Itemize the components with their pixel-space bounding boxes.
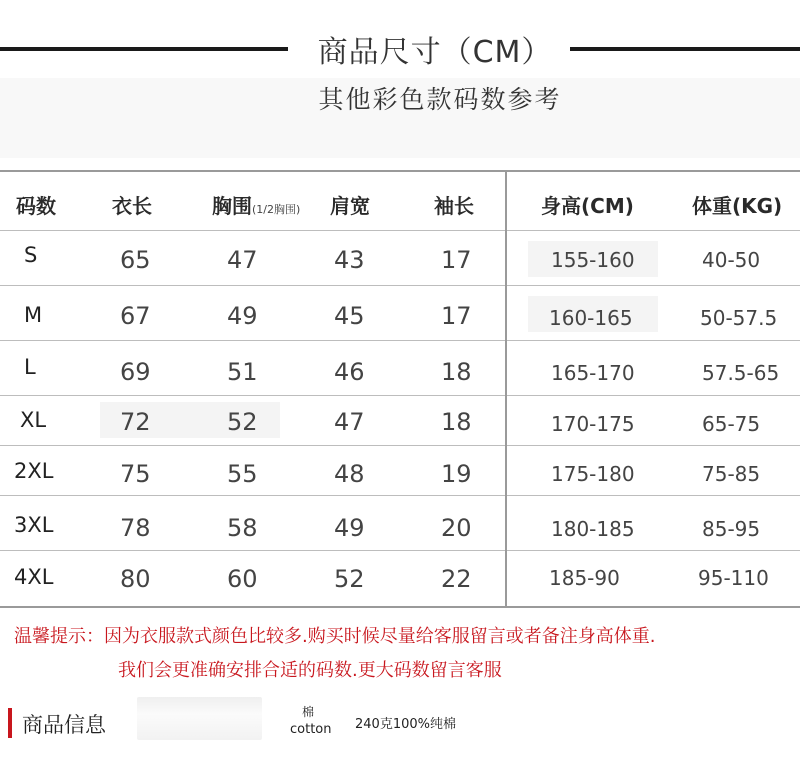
section-marker (8, 708, 12, 738)
height-cell: 160-165 (549, 306, 633, 330)
shoulder-cell: 43 (334, 246, 365, 274)
length-cell: 72 (120, 408, 151, 436)
page-title: 商品尺寸（CM） (317, 35, 553, 70)
col-header-chest-note: (1/2胸围) (252, 203, 301, 216)
sleeve-cell: 19 (441, 460, 472, 488)
chest-cell: 60 (227, 565, 258, 593)
height-cell: 165-170 (551, 361, 635, 385)
table-top-border (0, 170, 800, 172)
height-cell: 180-185 (551, 517, 635, 541)
chest-cell: 49 (227, 302, 258, 330)
product-info-title: 商品信息 (22, 713, 106, 737)
size-cell: 2XL (14, 459, 54, 483)
sleeve-cell: 17 (441, 302, 472, 330)
chest-cell: 55 (227, 460, 258, 488)
col-header-chest (212, 190, 300, 219)
material-en: cotton (290, 722, 332, 737)
size-cell: 4XL (14, 565, 54, 589)
height-cell: 185-90 (549, 566, 620, 590)
tip-line-1: 温馨提示：因为衣服款式颜色比较多.购买时候尽量给客服留言或者备注身高体重. (14, 626, 656, 647)
size-cell: 3XL (14, 513, 54, 537)
weight-cell: 40-50 (702, 248, 761, 272)
sleeve-cell: 22 (441, 565, 472, 593)
sleeve-cell: 20 (441, 514, 472, 542)
chest-cell: 47 (227, 246, 258, 274)
shoulder-cell: 47 (334, 408, 365, 436)
shoulder-cell: 52 (334, 565, 365, 593)
col-header-weight: 体重(KG) (692, 194, 783, 218)
weight-cell: 95-110 (698, 566, 769, 590)
row-divider (0, 285, 800, 286)
row-divider (0, 340, 800, 341)
row-divider (0, 445, 800, 446)
material-spec: 240克100%纯棉 (355, 717, 456, 732)
col-header-size: 码数 (16, 194, 56, 218)
chest-cell: 52 (227, 408, 258, 436)
table-column-divider (505, 170, 507, 608)
length-cell: 67 (120, 302, 151, 330)
chest-cell: 58 (227, 514, 258, 542)
title-rule-right (570, 47, 800, 51)
shoulder-cell: 46 (334, 358, 365, 386)
sleeve-cell: 18 (441, 408, 472, 436)
page-subtitle: 其他彩色款码数参考 (318, 85, 562, 114)
shoulder-cell: 45 (334, 302, 365, 330)
title-rule-left (0, 47, 288, 51)
chest-cell: 51 (227, 358, 258, 386)
weight-cell: 65-75 (702, 412, 761, 436)
length-cell: 65 (120, 246, 151, 274)
sleeve-cell: 17 (441, 246, 472, 274)
size-cell: XL (20, 408, 47, 432)
shoulder-cell: 48 (334, 460, 365, 488)
weight-cell: 50-57.5 (700, 306, 778, 330)
weight-cell: 57.5-65 (702, 361, 780, 385)
fabric-swatch (137, 697, 262, 740)
length-cell: 80 (120, 565, 151, 593)
col-header-height: 身高(CM) (541, 194, 634, 218)
size-cell: S (24, 243, 38, 267)
weight-cell: 85-95 (702, 517, 761, 541)
table-bottom-border (0, 606, 800, 608)
sleeve-cell: 18 (441, 358, 472, 386)
size-cell: M (24, 303, 43, 327)
height-cell: 175-180 (551, 462, 635, 486)
header-divider (0, 230, 800, 231)
row-divider (0, 495, 800, 496)
height-cell: 155-160 (551, 248, 635, 272)
size-cell: L (24, 355, 36, 379)
length-cell: 78 (120, 514, 151, 542)
shoulder-cell: 49 (334, 514, 365, 542)
tip-line-2: 我们会更准确安排合适的码数.更大码数留言客服 (118, 660, 502, 681)
height-cell: 170-175 (551, 412, 635, 436)
row-divider (0, 550, 800, 551)
material-cn: 棉 (302, 705, 315, 719)
col-header-sleeve: 袖长 (434, 194, 474, 218)
col-header-chest-label: 胸围 (212, 194, 252, 218)
col-header-shoulder: 肩宽 (330, 194, 370, 218)
length-cell: 75 (120, 460, 151, 488)
weight-cell: 75-85 (702, 462, 761, 486)
col-header-length: 衣长 (112, 194, 152, 218)
row-divider (0, 395, 800, 396)
length-cell: 69 (120, 358, 151, 386)
